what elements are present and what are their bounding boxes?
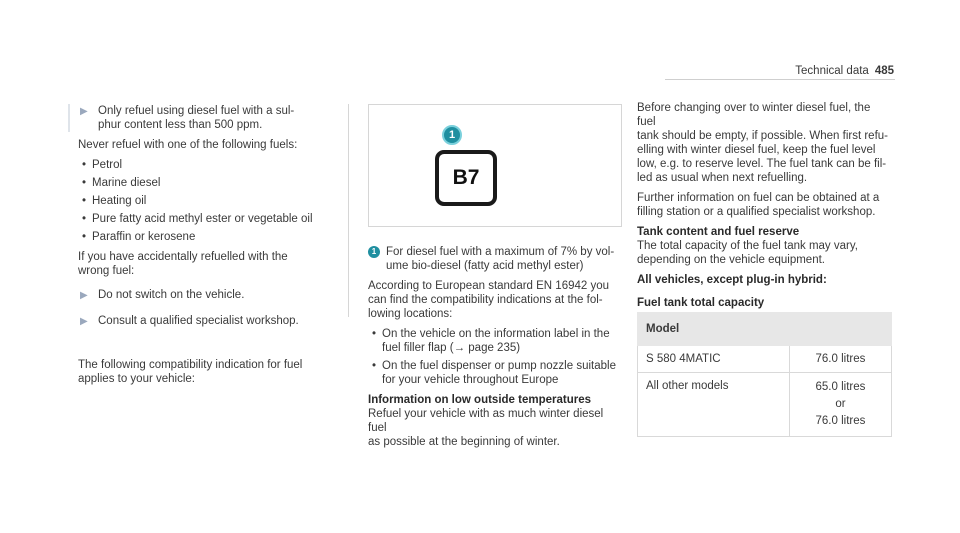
instruction-text: Only refuel using diesel fuel with a sul- xyxy=(98,105,295,117)
location-line: for your vehicle throughout Europe xyxy=(382,374,559,386)
caption-line: For diesel fuel with a maximum of 7% by vol- xyxy=(386,246,615,258)
table-row xyxy=(638,346,892,373)
wrong-fuel-line: If you have accidentally refuelled with the xyxy=(78,251,288,263)
wrong-fuel-line: wrong fuel: xyxy=(78,265,135,277)
instruction-text: Do not switch on the vehicle. xyxy=(98,289,245,301)
column-2 xyxy=(368,104,622,455)
low-temperature-line: Refuel your vehicle with as much winter diesel fuel xyxy=(368,408,604,434)
callout-badge: 1 xyxy=(368,246,380,258)
capacity-or: or xyxy=(835,398,846,410)
compatibility-line: applies to your vehicle: xyxy=(78,373,195,385)
winter-line: led as usual when next refuelling. xyxy=(637,172,808,184)
table-row xyxy=(638,373,892,437)
instruction-diesel-sulphur xyxy=(78,104,340,132)
page-reference-link[interactable]: fuel filler flap (→ page 235) xyxy=(382,342,521,354)
table-header-model: Model xyxy=(638,313,892,346)
locations-list xyxy=(368,327,622,387)
column-1 xyxy=(78,104,340,392)
table-cell-model: S 580 4MATIC xyxy=(638,346,790,373)
instruction-no-switch-on xyxy=(78,288,340,302)
fuel-compatibility-figure xyxy=(368,104,622,227)
compatibility-intro xyxy=(78,358,340,386)
instruction-arrow-icon: ▶ xyxy=(80,290,88,301)
never-refuel-intro: Never refuel with one of the following fuels: xyxy=(78,139,298,151)
winter-line: Before changing over to winter diesel fuel, the fuel xyxy=(637,102,871,128)
winter-line: elling with winter diesel fuel, keep the fuel level xyxy=(637,144,876,156)
winter-line: tank should be empty, if possible. When first refu- xyxy=(637,130,888,142)
further-line: filling station or a qualified specialist workshop. xyxy=(637,206,876,218)
standard-paragraph xyxy=(368,279,622,321)
table-cell-value: 76.0 litres xyxy=(789,346,891,373)
instruction-arrow-icon: ▶ xyxy=(80,316,88,327)
list-item xyxy=(368,359,622,387)
capacity-value: 76.0 litres xyxy=(815,415,866,427)
all-vehicles-heading: All vehicles, except plug-in hybrid: xyxy=(637,274,827,286)
reserve-line: The total capacity of the fuel tank may vary, xyxy=(637,240,858,252)
table-header-row xyxy=(638,313,892,346)
tank-reserve-heading: Tank content and fuel reserve xyxy=(637,226,800,238)
b7-fuel-label-icon: B7 xyxy=(435,150,497,206)
winter-diesel-paragraph xyxy=(637,101,892,185)
fuel-capacity-table xyxy=(637,312,892,437)
column-3 xyxy=(637,101,892,437)
page-header xyxy=(795,64,894,78)
header-rule xyxy=(665,79,895,80)
callout-badge: 1 xyxy=(442,125,462,145)
low-temperature-heading: Information on low outside temperatures xyxy=(368,394,591,406)
further-line: Further information on fuel can be obtained at a xyxy=(637,192,880,204)
list-item: • Marine diesel xyxy=(78,176,340,190)
standard-line: lowing locations: xyxy=(368,308,453,320)
list-item: • Heating oil xyxy=(78,194,340,208)
list-item xyxy=(368,327,622,355)
low-temperature-paragraph xyxy=(368,407,622,449)
wrong-fuel-intro xyxy=(78,250,340,278)
instruction-consult-workshop xyxy=(78,314,340,328)
figure-caption xyxy=(368,245,622,273)
standard-line: According to European standard EN 16942 you xyxy=(368,280,610,292)
location-line: On the fuel dispenser or pump nozzle suitable xyxy=(382,360,616,372)
low-temperature-line: as possible at the beginning of winter. xyxy=(368,436,560,448)
tank-reserve-paragraph xyxy=(637,239,892,267)
list-item: • Petrol xyxy=(78,158,340,172)
list-item: • Paraffin or kerosene xyxy=(78,230,340,244)
table-cell-model: All other models xyxy=(638,373,790,437)
instruction-text: Consult a qualified specialist workshop. xyxy=(98,315,299,327)
standard-line: can find the compatibility indications at the fol- xyxy=(368,294,603,306)
compatibility-line: The following compatibility indication for fuel xyxy=(78,359,303,371)
table-cell-value xyxy=(789,373,891,437)
capacity-value: 65.0 litres xyxy=(815,381,866,393)
instruction-text: phur content less than 500 ppm. xyxy=(98,119,263,131)
column-divider xyxy=(348,104,349,317)
instruction-arrow-icon: ▶ xyxy=(80,106,88,117)
capacity-heading: Fuel tank total capacity xyxy=(637,297,765,309)
caption-line: ume bio-diesel (fatty acid methyl ester) xyxy=(386,260,584,272)
page-number: 485 xyxy=(874,65,894,77)
forbidden-fuels-list xyxy=(78,158,340,244)
reserve-line: depending on the vehicle equipment. xyxy=(637,254,825,266)
further-info-paragraph xyxy=(637,191,892,219)
location-line: On the vehicle on the information label in the xyxy=(382,328,610,340)
winter-line: low, e.g. to reserve level. The fuel tank can be fil- xyxy=(637,158,887,170)
section-title: Technical data xyxy=(795,65,869,77)
list-item: • Pure fatty acid methyl ester or vegetable oil xyxy=(78,212,340,226)
